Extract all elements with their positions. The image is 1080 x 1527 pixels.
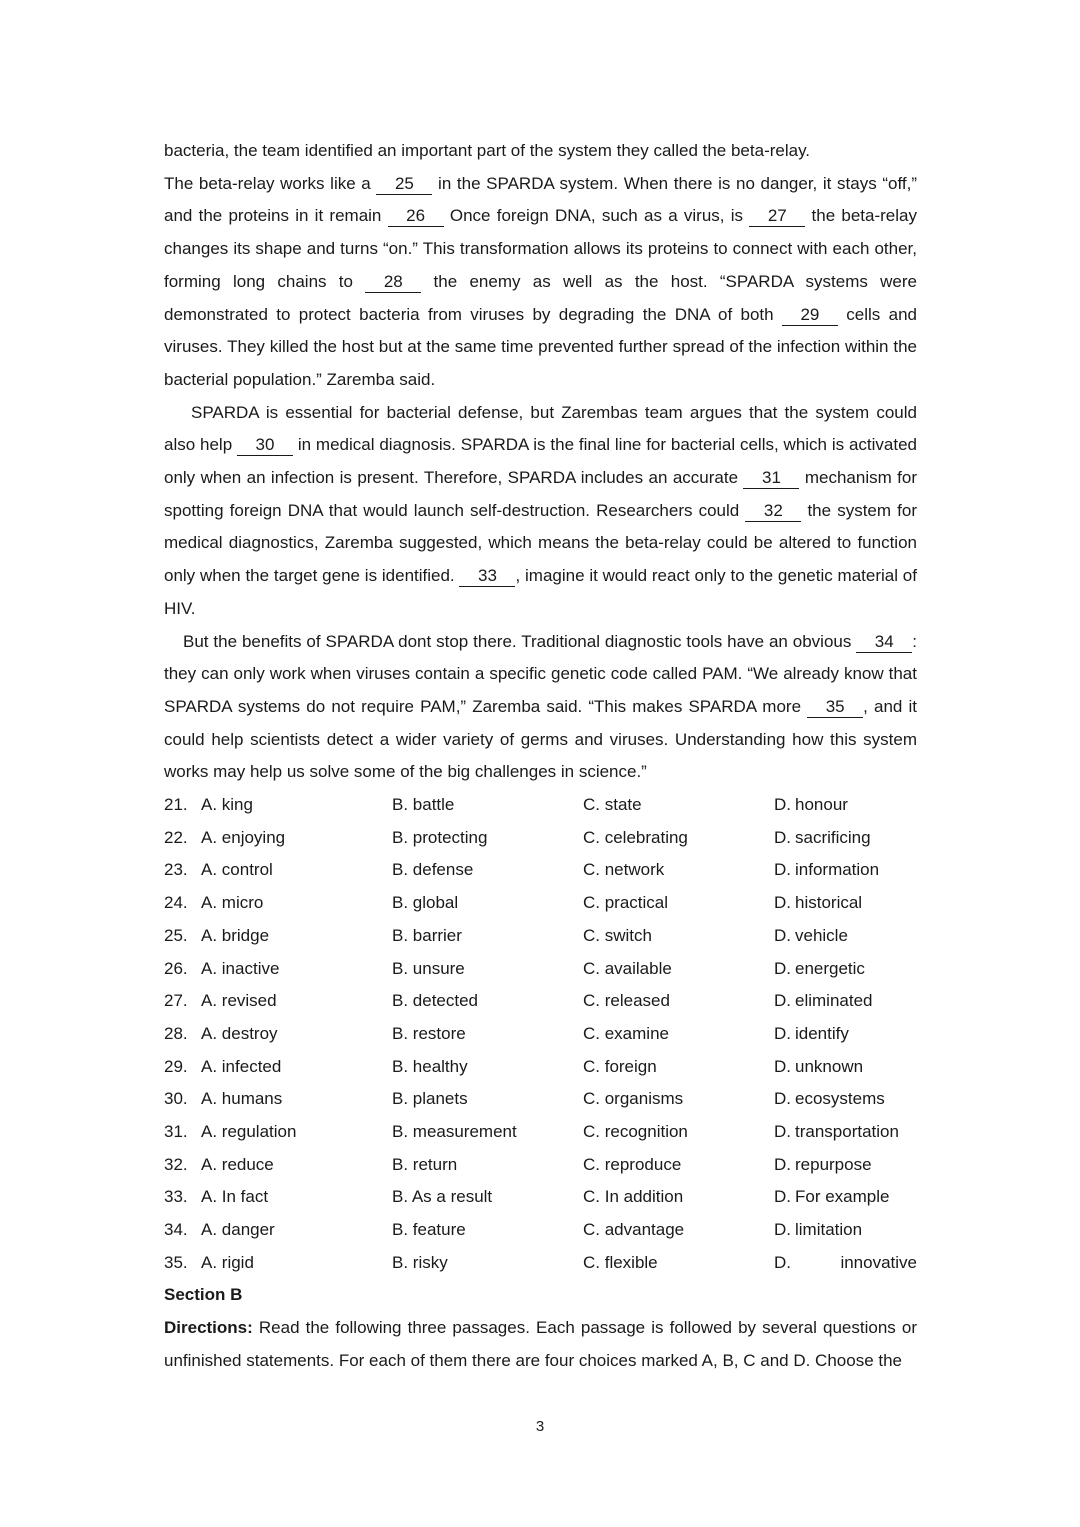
blank-32: 32 <box>745 501 801 522</box>
option-a: A. destroy <box>201 1023 278 1043</box>
option-a: A. danger <box>201 1220 275 1239</box>
directions-label: Directions: <box>164 1318 253 1338</box>
option-d-label: D. <box>774 893 791 913</box>
option-a: A. enjoying <box>201 827 286 847</box>
option-row <box>164 953 917 986</box>
option-d <box>774 953 917 986</box>
blank-30: 30 <box>237 435 293 456</box>
option-d-label: D. <box>774 827 791 847</box>
option-d-label: D. <box>774 958 791 978</box>
option-d <box>774 887 917 920</box>
option-d-text: For example <box>795 1187 890 1207</box>
option-d-label: D. <box>774 1089 791 1109</box>
option-row <box>164 1051 917 1084</box>
passage-paragraph-3: But the benefits of SPARDA dont stop there. Traditional diagnostic tools have an obvious 34 : they can only work when viruses contain a specific genetic code called PAM. “We already know that SPARDA systems do not require PAM,” Zaremba said. “This makes SPARDA more 35 , and it could help scientists detect a wider variety of germs and viruses. Understanding how this system works may help us solve some of the big challenges in science.” <box>164 631 917 782</box>
question-number: 25. <box>164 925 188 945</box>
option-c: C. available <box>583 958 672 978</box>
option-row <box>164 1018 917 1051</box>
page-content <box>164 135 917 1377</box>
option-d <box>774 1018 917 1051</box>
option-b: B. barrier <box>392 925 462 945</box>
option-a: A. king <box>201 795 253 815</box>
option-b: B. unsure <box>392 958 465 978</box>
option-a: A. regulation <box>201 1121 297 1141</box>
option-d-text: repurpose <box>795 1154 872 1174</box>
question-number: 24. <box>164 893 188 913</box>
option-c: C. advantage <box>583 1220 685 1239</box>
option-c: C. organisms <box>583 1089 684 1109</box>
option-row <box>164 1181 917 1214</box>
option-d-text: unknown <box>795 1056 864 1076</box>
option-b: B. detected <box>392 991 479 1011</box>
option-d-text: information <box>795 860 880 880</box>
option-d <box>774 1051 917 1084</box>
blank-33: 33 <box>459 566 515 587</box>
option-b: B. risky <box>392 1252 448 1272</box>
section-b-directions <box>164 1312 917 1377</box>
option-b: B. feature <box>392 1220 466 1239</box>
option-a: A. control <box>201 860 273 880</box>
option-d <box>774 1149 917 1182</box>
option-c: C. In addition <box>583 1187 684 1207</box>
question-number: 23. <box>164 860 188 880</box>
option-d <box>774 1214 917 1247</box>
blank-26: 26 <box>388 206 444 227</box>
option-d-text: limitation <box>795 1220 863 1239</box>
option-b: B. global <box>392 893 459 913</box>
option-d <box>774 920 917 953</box>
option-d-label: D. <box>774 1154 791 1174</box>
option-a: A. reduce <box>201 1154 274 1174</box>
option-d-text: sacrificing <box>795 827 871 847</box>
option-d-label: D. <box>774 1187 791 1207</box>
option-row <box>164 1116 917 1149</box>
option-d-text: ecosystems <box>795 1089 885 1109</box>
passage-line-1: bacteria, the team identified an important part of the system they called the beta-relay. <box>164 141 811 160</box>
blank-29: 29 <box>782 305 838 326</box>
option-row <box>164 822 917 855</box>
option-row <box>164 1214 917 1247</box>
option-a: A. humans <box>201 1089 283 1109</box>
option-row <box>164 1149 917 1182</box>
option-d-label: D. <box>774 1252 791 1272</box>
option-b: B. restore <box>392 1023 466 1043</box>
option-c: C. state <box>583 795 642 815</box>
blank-31: 31 <box>743 468 799 489</box>
option-a: A. infected <box>201 1056 282 1076</box>
option-row <box>164 887 917 920</box>
option-d-label: D. <box>774 991 791 1011</box>
option-d-label: D. <box>774 795 791 815</box>
option-d-text: identify <box>795 1023 849 1043</box>
option-a: A. In fact <box>201 1187 269 1207</box>
option-d <box>774 1083 917 1116</box>
blank-28: 28 <box>365 272 421 293</box>
option-row <box>164 1083 917 1116</box>
question-number: 26. <box>164 958 188 978</box>
question-number: 31. <box>164 1121 188 1141</box>
option-b: B. protecting <box>392 827 488 847</box>
option-a: A. bridge <box>201 925 270 945</box>
option-d-text: historical <box>795 893 863 913</box>
option-d-label: D. <box>774 1023 791 1043</box>
option-d-label: D. <box>774 860 791 880</box>
option-d <box>774 1181 917 1214</box>
question-number: 33. <box>164 1187 188 1207</box>
option-a: A. revised <box>201 991 277 1011</box>
option-row <box>164 1247 917 1280</box>
option-a: A. micro <box>201 893 264 913</box>
option-d-text: energetic <box>795 958 865 978</box>
option-c: C. released <box>583 991 670 1011</box>
option-a: A. rigid <box>201 1252 254 1272</box>
passage-paragraph-1: The beta-relay works like a 25 in the SPARDA system. When there is no danger, it stays “off,” and the proteins in it remain 26 Once foreign DNA, such as a virus, is 27 the beta-relay changes its shape and turns “on.” This transformation allows its proteins to connect with each other, forming long chains to 28 the enemy as well as the host. “SPARDA systems were demonstrated to protect bacteria from viruses by degrading the DNA of both 29 cells and viruses. They killed the host but at the same time prevented further spread of the infection within the bacterial population.” Zaremba said. <box>164 173 917 389</box>
question-number: 30. <box>164 1089 188 1109</box>
option-d-text: eliminated <box>795 991 873 1011</box>
option-d <box>774 822 917 855</box>
option-b: B. battle <box>392 795 455 815</box>
option-d <box>774 789 917 822</box>
option-d-text: honour <box>795 795 848 815</box>
option-d <box>774 854 917 887</box>
option-d <box>774 985 917 1018</box>
option-a: A. inactive <box>201 958 280 978</box>
option-d-label: D. <box>774 1056 791 1076</box>
option-d-label: D. <box>774 1220 791 1239</box>
section-b-title: Section B <box>164 1285 243 1305</box>
option-c: C. reproduce <box>583 1154 682 1174</box>
question-number: 35. <box>164 1252 188 1272</box>
option-b: B. defense <box>392 860 474 880</box>
option-c: C. recognition <box>583 1121 688 1141</box>
question-number: 27. <box>164 991 188 1011</box>
blank-34: 34 <box>856 632 912 653</box>
option-row <box>164 854 917 887</box>
question-number: 32. <box>164 1154 188 1174</box>
option-b: B. return <box>392 1154 458 1174</box>
option-c: C. flexible <box>583 1252 658 1272</box>
option-d-label: D. <box>774 1121 791 1141</box>
option-d <box>774 1247 917 1280</box>
option-d-text: transportation <box>795 1121 899 1141</box>
option-d-text: vehicle <box>795 925 848 945</box>
option-b: B. healthy <box>392 1056 468 1076</box>
option-c: C. foreign <box>583 1056 657 1076</box>
option-c: C. practical <box>583 893 669 913</box>
question-number: 28. <box>164 1023 188 1043</box>
option-b: B. measurement <box>392 1121 517 1141</box>
blank-27: 27 <box>749 206 805 227</box>
option-c: C. celebrating <box>583 827 688 847</box>
blank-35: 35 <box>807 697 863 718</box>
option-c: C. examine <box>583 1023 669 1043</box>
question-number: 29. <box>164 1056 188 1076</box>
option-row <box>164 789 917 822</box>
option-c: C. network <box>583 860 665 880</box>
option-c: C. switch <box>583 925 652 945</box>
option-row <box>164 985 917 1018</box>
blank-25: 25 <box>376 174 432 195</box>
directions-text: Read the following three passages. Each passage is followed by several questions or unfinished statements. For each of them there are four choices marked A, B, C and D. Choose the <box>164 1318 917 1370</box>
question-number: 21. <box>164 795 188 815</box>
option-d-label: D. <box>774 925 791 945</box>
passage-paragraph-2: SPARDA is essential for bacterial defense, but Zarembas team argues that the system could also help 30 in medical diagnosis. SPARDA is the final line for bacterial cells, which is activated only when an infection is present. Therefore, SPARDA includes an accurate 31 mechanism for spotting foreign DNA that would launch self-destruction. Researchers could 32 the system for medical diagnostics, Zaremba suggested, which means the beta-relay could be altered to function only when the target gene is identified. 33 , imagine it would react only to the genetic material of HIV. <box>164 402 918 618</box>
option-b: B. As a result <box>392 1187 493 1207</box>
option-d <box>774 1116 917 1149</box>
option-row <box>164 920 917 953</box>
answer-options-list <box>164 789 917 1279</box>
option-b: B. planets <box>392 1089 468 1109</box>
question-number: 22. <box>164 827 188 847</box>
option-d-text: innovative <box>840 1252 917 1272</box>
page-number: 3 <box>535 1418 545 1435</box>
question-number: 34. <box>164 1220 188 1239</box>
